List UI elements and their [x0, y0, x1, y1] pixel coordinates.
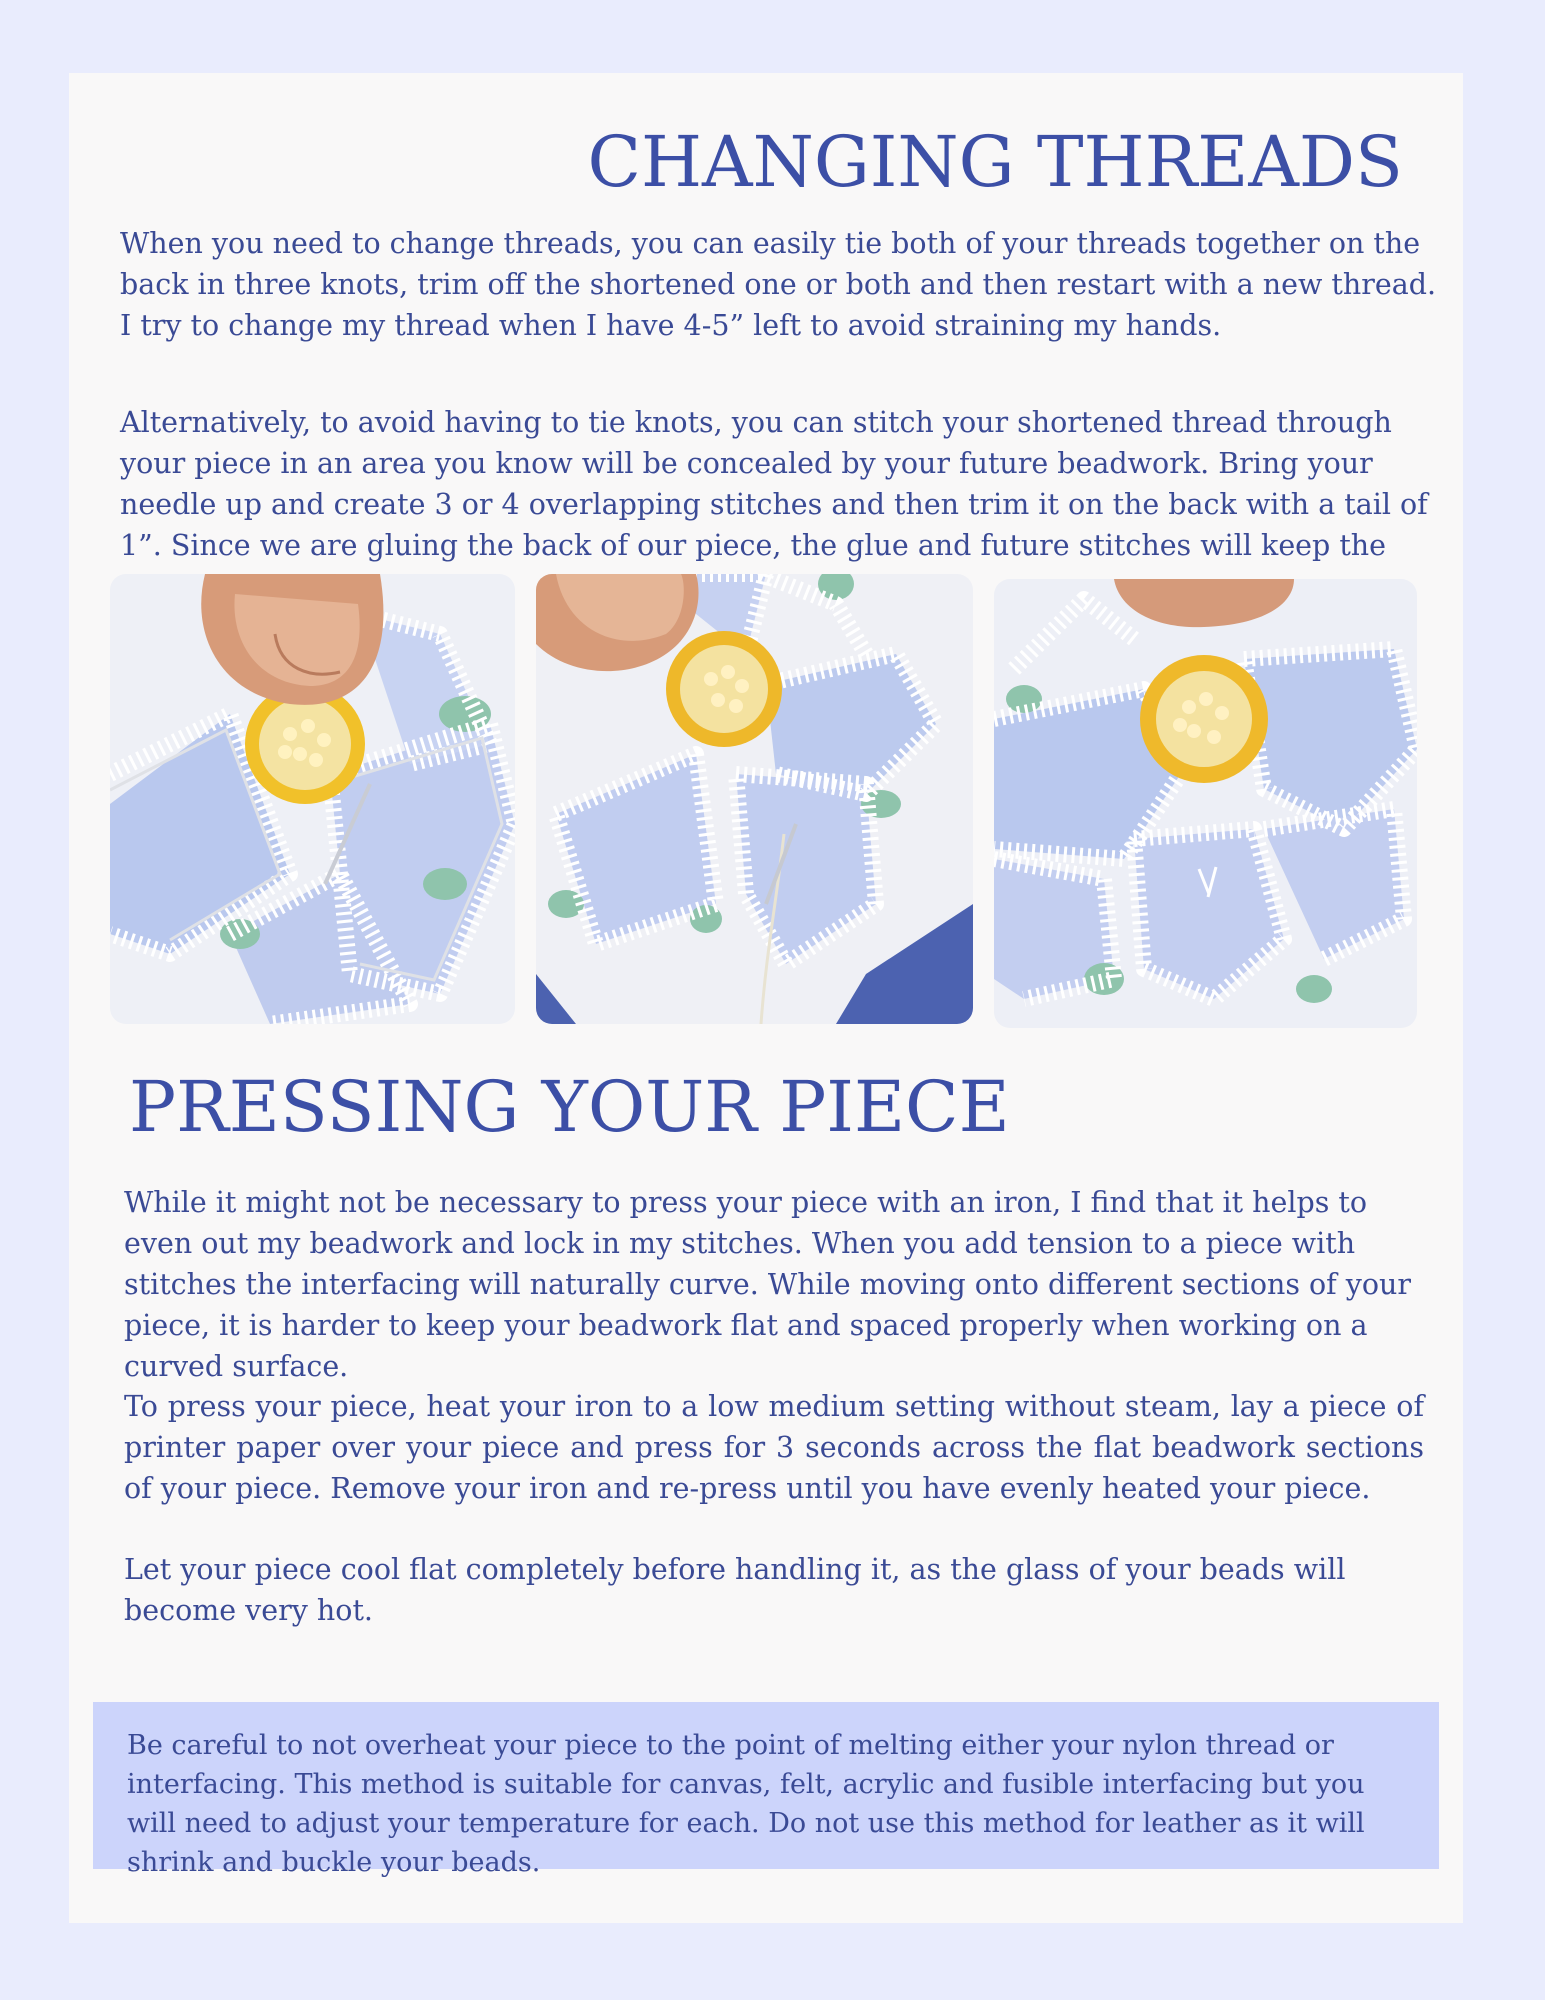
pressing-paragraph-1: While it might not be necessary to press your piece with an iron, I find that it helps to even out my beadwork and lock in my stitches. When you add tension to a piece with stitches the interfacing will naturally curve. While moving onto different sections of your piece, it is harder to keep your beadwork flat and spaced properly when working on a curved surface. [124, 1186, 1412, 1383]
pressing-paragraph-2: To press your piece, heat your iron to a low medium setting without steam, lay a piece of printer paper over your piece and press for 3 seconds across the flat beadwork sections of your piece. Remove your iron and re-press until you have evenly heated your piece. [124, 1390, 1424, 1505]
page [69, 73, 1463, 1923]
beadwork-photo-3 [994, 579, 1417, 1028]
changing-threads-paragraph-2: Alternatively, to avoid having to tie knots, you can stitch your shortened thread through your piece in an area you know will be concealed by your future beadwork. Bring your needle up and create 3 or 4 overlapping stitches and then trim it on the back with a tail of 1”. Since we are gluing the back of our piece, the glue and future stitches will keep the [120, 406, 1428, 562]
changing-threads-paragraph-1: When you need to change threads, you can easily tie both of your threads together on the back in three knots, trim off the shortened one or both and then restart with a new thread. I try to change my thread when I have 4-5” left to avoid straining my hands. [120, 227, 1437, 342]
pressing-paragraph-3: Let your piece cool flat completely before handling it, as the glass of your beads will become very hot. [124, 1553, 1346, 1627]
beadwork-photo-2 [536, 574, 973, 1024]
caution-note-box [93, 1702, 1439, 1878]
beadwork-photo-1 [110, 574, 515, 1024]
changing-threads-heading: CHANGING THREADS [587, 121, 1403, 203]
pressing-your-piece-heading: PRESSING YOUR PIECE [129, 1066, 1010, 1148]
caution-note-text: Be careful to not overheat your piece to the point of melting either your nylon thread or interfacing. This method is suitable for canvas, felt, acrylic and fusible interfacing but you will need to adjust your temperature for each. Do not use this method for leather as it will shrink and buckle your beads. [127, 1730, 1365, 1878]
